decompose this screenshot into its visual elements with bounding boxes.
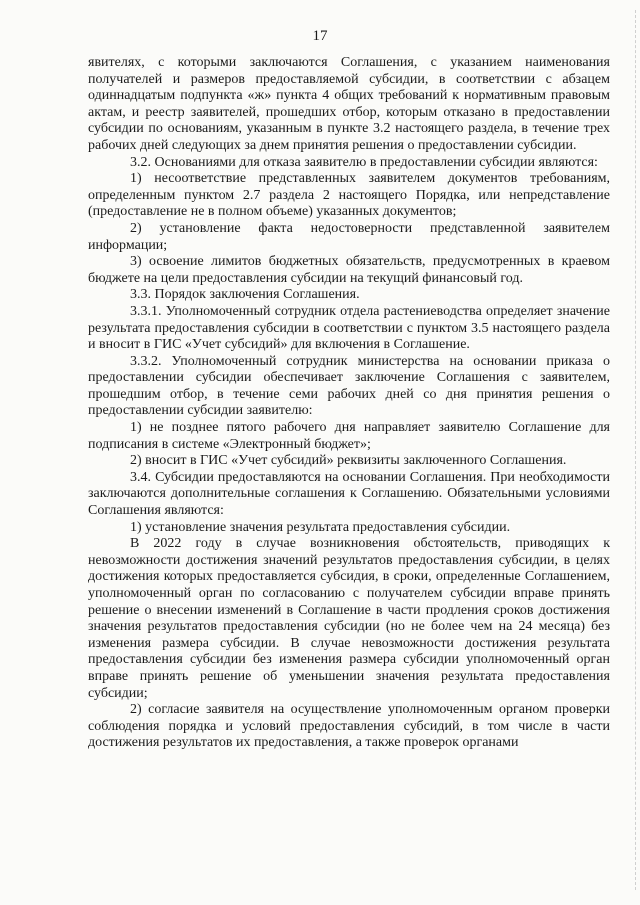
paragraph: В 2022 году в случае возникновения обстоятельств, приводящих к невозможности достижения значений результатов предоставления субсидии, в целях достижения которых предоставляется субсидия, в сроки, определенные Соглашением, уполномоченный орган по согласованию с получателем субсидии вправе принять решение о внесении изменений в Соглашение в части продления сроков достижения значения результатов предоставления субсидии (но не более чем на 24 месяца) без изменения размера субсидии. В случае невозможности достижения результата предоставления субсидии без изменения размера субсидии уполномоченный орган вправе принять решение об уменьшении значения результата предоставления субсидии;	[88, 536, 610, 701]
paragraph: 2) вносит в ГИС «Учет субсидий» реквизиты заключенного Соглашения.	[130, 453, 567, 469]
paragraph: явителях, с которыми заключаются Соглашения, с указанием наименования получателей и размеров предоставляемой субсидии, в соответствии с абзацем одиннадцатым подпункта «ж» пункта 4 общих требований к нормативным правовым актам, и реестр заявителей, прошедших отбор, которым отказано в предоставлении субсидии по основаниям, указанным в пункте 3.2 настоящего раздела, в течение трех рабочих дней следующих за днем принятия решения о предоставлении субсидии.	[88, 55, 610, 153]
paragraph: 1) не позднее пятого рабочего дня направляет заявителю Соглашение для подписания в системе «Электронный бюджет»;	[88, 420, 610, 452]
paragraph: 2) согласие заявителя на осуществление уполномоченным органом проверки соблюдения порядка и условий предоставления субсидий, в том числе в части достижения результатов их предоставления, а также проверок органами	[88, 702, 610, 751]
paragraph: 3.3. Порядок заключения Соглашения.	[130, 287, 360, 303]
paragraph: 1) несоответствие представленных заявителем документов требованиям, определенным пунктом 2.7 раздела 2 настоящего Порядка, или непредставление (предоставление не в полном объеме) указанных документов;	[88, 171, 610, 220]
page-number: 17	[312, 28, 328, 44]
paragraph: 1) установление значения результата предоставления субсидии.	[130, 519, 511, 535]
paragraph: 3.2. Основаниями для отказа заявителю в предоставлении субсидии являются:	[130, 154, 598, 170]
paragraph: 2) установление факта недостоверности представленной заявителем информации;	[88, 220, 610, 253]
scan-edge	[627, 10, 636, 890]
paragraph: 3.3.1. Уполномоченный сотрудник отдела растениеводства определяет значение результата предоставления субсидии в соответствии с пунктом 3.5 настоящего раздела и вносит в ГИС «Учет субсидий» для включения в Соглашение.	[88, 303, 610, 353]
paragraph: 3.3.2. Уполномоченный сотрудник министерства на основании приказа о предоставлении субсидии обеспечивает заключение Соглашения с заявителем, прошедшим отбор, в течение семи рабочих дней со дня принятия решения о предоставлении субсидии заявителю:	[88, 353, 610, 419]
paragraph: 3.4. Субсидии предоставляются на основании Соглашения. При необходимости заключаются дополнительные соглашения к Соглашению. Обязательными условиями Соглашения являются:	[88, 469, 610, 519]
document-body	[88, 55, 610, 752]
paragraph: 3) освоение лимитов бюджетных обязательств, предусмотренных в краевом бюджете на цели предоставления субсидии на текущий финансовый год.	[88, 254, 610, 286]
